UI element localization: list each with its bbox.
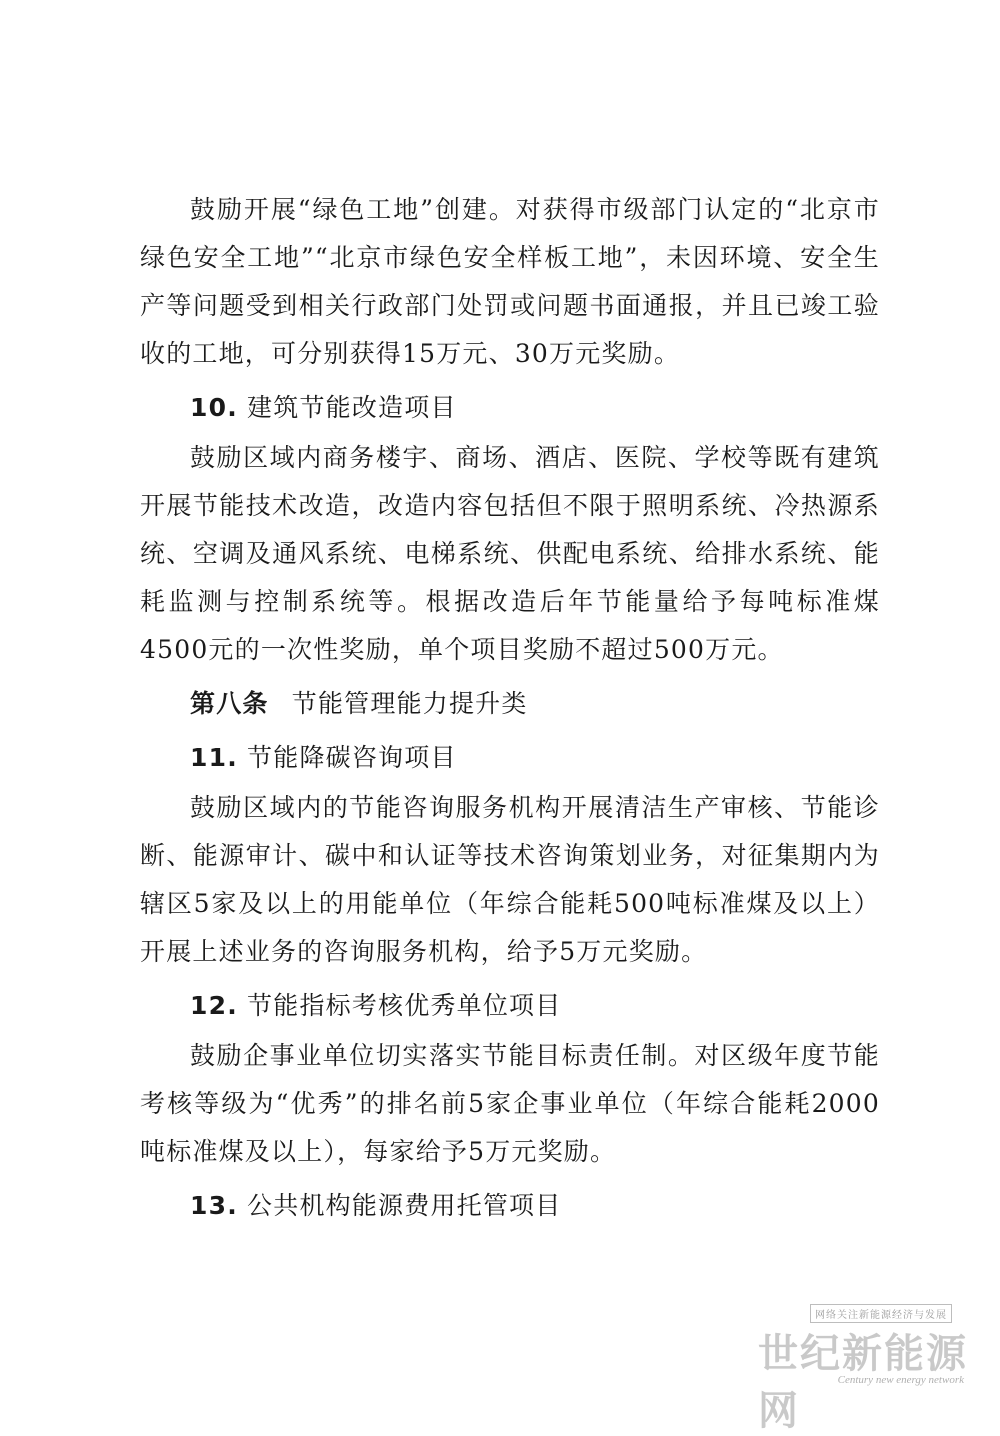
article-title: 节能管理能力提升类 xyxy=(291,689,528,718)
paragraph-building-energy-retrofit: 鼓励区域内商务楼宇、商场、酒店、医院、学校等既有建筑开展节能技术改造，改造内容包括但不限于照明系统、冷热源系统、空调及通风系统、电梯系统、供配电系统、给排水系统、能耗监测与控制系统等。根据改造后年节能量给予每吨标准煤4500元的一次性奖励，单个项目奖励不超过500万元。 xyxy=(140,443,880,664)
item-title: 节能降碳咨询项目 xyxy=(247,743,457,772)
paragraph-green-construction-site: 鼓励开展“绿色工地”创建。对获得市级部门认定的“北京市绿色安全工地”“北京市绿色安全样板工地”，未因环境、安全生产等问题受到相关行政部门处罚或问题书面通报，并且已竣工验收的工地，可分别获得15万元、30万元奖励。 xyxy=(140,195,880,368)
document-body xyxy=(140,186,880,1232)
item-number: 10. xyxy=(190,393,238,422)
item-title: 建筑节能改造项目 xyxy=(247,393,457,422)
article-label: 第八条 xyxy=(190,689,269,718)
watermark-logo-text: 世纪新能源网 xyxy=(758,1330,968,1434)
item-number: 12. xyxy=(190,991,238,1020)
watermark-tagline: 网络关注新能源经济与发展 xyxy=(810,1304,952,1323)
paragraph-assessment-excellent: 鼓励企事业单位切实落实节能目标责任制。对区级年度节能考核等级为“优秀”的排名前5家企事业单位（年综合能耗2000吨标准煤及以上），每家给予5万元奖励。 xyxy=(140,1041,880,1166)
item-number: 11. xyxy=(190,743,238,772)
item-heading-11 xyxy=(140,734,880,782)
item-title: 节能指标考核优秀单位项目 xyxy=(247,991,562,1020)
item-heading-12 xyxy=(140,982,880,1030)
paragraph-consulting: 鼓励区域内的节能咨询服务机构开展清洁生产审核、节能诊断、能源审计、碳中和认证等技术咨询策划业务，对征集期内为辖区5家及以上的用能单位（年综合能耗500吨标准煤及以上）开展上述业务的咨询服务机构，给予5万元奖励。 xyxy=(140,793,880,966)
item-title: 公共机构能源费用托管项目 xyxy=(247,1191,562,1220)
item-heading-10 xyxy=(140,384,880,432)
watermark-subtitle: Century new energy network xyxy=(837,1374,964,1386)
item-number: 13. xyxy=(190,1191,238,1220)
item-heading-13 xyxy=(140,1182,880,1230)
article-heading-8 xyxy=(140,680,880,728)
site-watermark xyxy=(758,1304,978,1434)
